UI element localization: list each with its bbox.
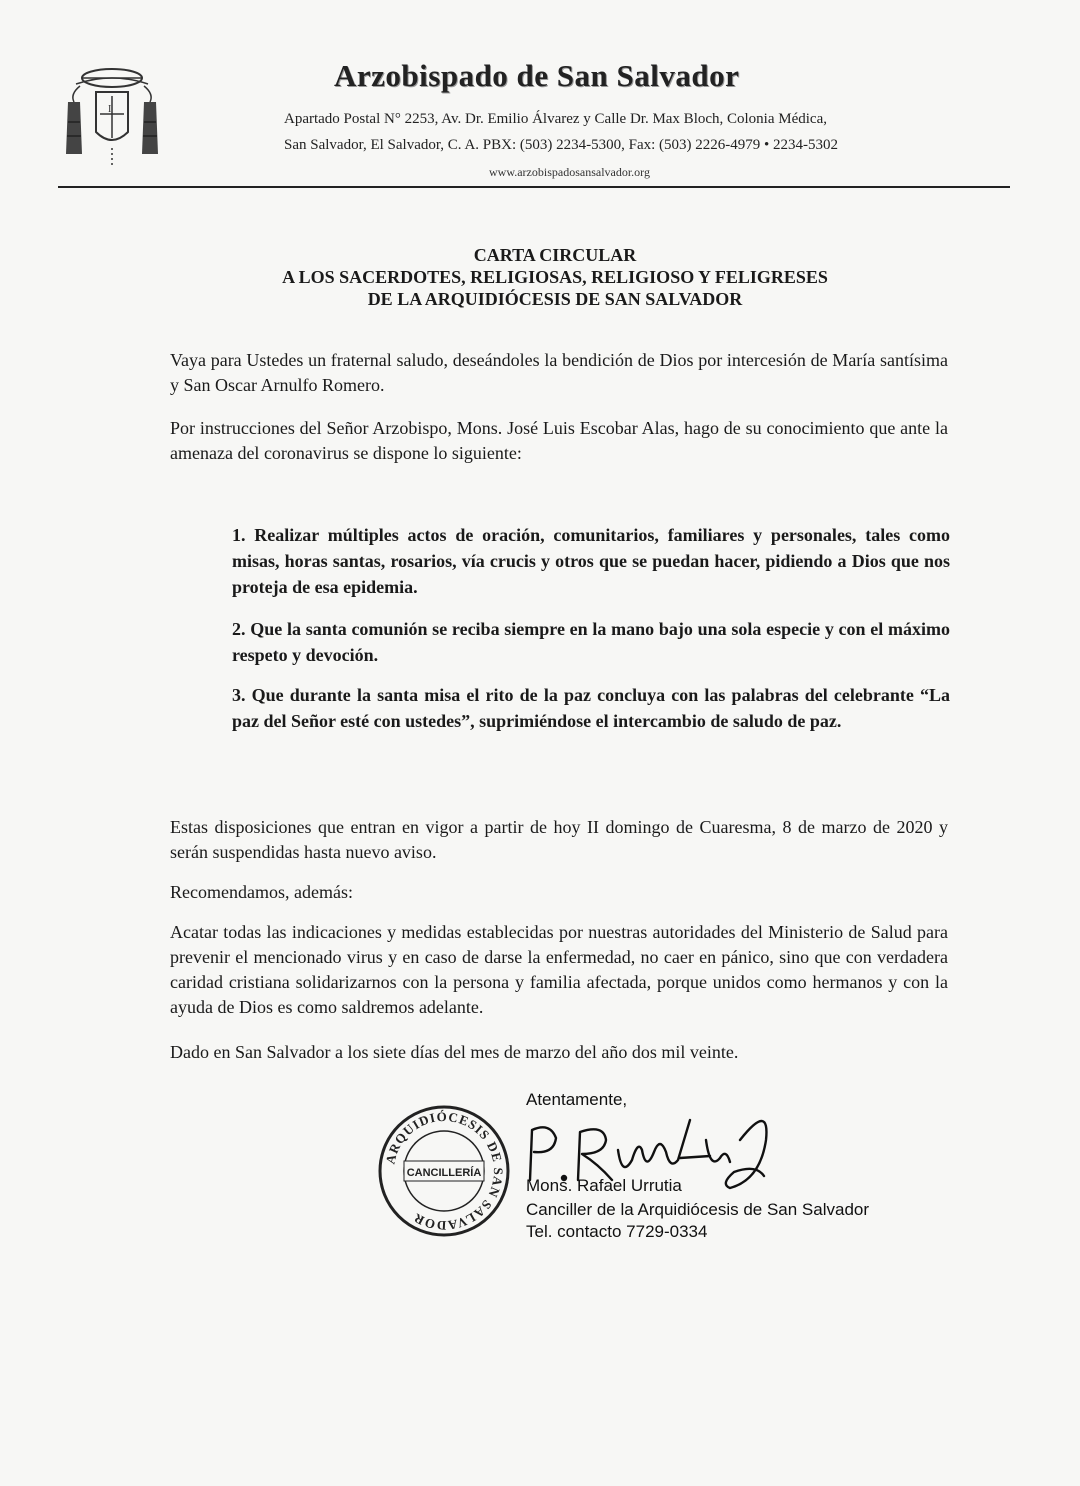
- signer-name: Mons. Rafael Urrutia: [526, 1176, 682, 1195]
- svg-text:ARQUIDIÓCESIS DE SAN SALVADOR: ARQUIDIÓCESIS DE SAN SALVADOR: [382, 1108, 507, 1234]
- signer-phone: Tel. contacto 7729-0334: [526, 1222, 708, 1241]
- header-contact-line: San Salvador, El Salvador, C. A. PBX: (503) 2234-5300, Fax: (503) 2226-4979 • 2234-5302: [284, 137, 839, 153]
- closing-text: Atentamente,: [526, 1090, 628, 1109]
- stamp-center-text: CANCILLERÍA: [406, 1167, 482, 1179]
- instructions-paragraph: Por instrucciones del Señor Arzobispo, Mons. José Luis Escobar Alas, hago de su conocimiento que ante la amenaza del coronavirus se dispone lo siguiente:: [170, 418, 948, 463]
- header-divider: [58, 186, 1010, 188]
- document-title: [210, 244, 900, 310]
- dated-line: Dado en San Salvador a los siete días del mes de marzo del año dos mil veinte.: [170, 1042, 739, 1062]
- recommend-intro: Recomendamos, además:: [170, 882, 353, 902]
- header-title: Arzobispado de San Salvador: [334, 58, 740, 93]
- title-line: A LOS SACERDOTES, RELIGIOSAS, RELIGIOSO Y FELIGRESES: [282, 267, 828, 287]
- svg-text:I: I: [108, 104, 112, 115]
- header-website: www.arzobispadosansalvador.org: [489, 165, 650, 179]
- title-line: CARTA CIRCULAR: [473, 245, 637, 265]
- list-item: 3. Que durante la santa misa el rito de la paz concluya con las palabras del celebrante “La paz del Señor esté con ustedes”, suprimiéndose el intercambio de saludo de paz.: [232, 685, 950, 731]
- validity-paragraph: Estas disposiciones que entran en vigor a partir de hoy II domingo de Cuaresma, 8 de marzo de 2020 y serán suspendidas hasta nuevo aviso.: [170, 817, 948, 862]
- recommendation-paragraph: Acatar todas las indicaciones y medidas establecidas por nuestras autoridades del Ministerio de Salud para prevenir el mencionado virus y en caso de darse la enfermedad, no caer en pánico, sino que con verdadera caridad cristiana solidarizarnos con la persona y familia afectada, porque unidos como hermanos y con la ayuda de Dios es como saldremos adelante.: [170, 922, 948, 1017]
- title-line: DE LA ARQUIDIÓCESIS DE SAN SALVADOR: [367, 289, 743, 309]
- greeting-paragraph: Vaya para Ustedes un fraternal saludo, deseándoles la bendición de Dios por intercesión de María santísima y San Oscar Arnulfo Romero.: [170, 350, 948, 395]
- list-item: 1. Realizar múltiples actos de oración, comunitarios, familiares y personales, tales como misas, horas santas, rosarios, vía crucis y otros que se puedan hacer, pidiendo a Dios que nos proteja de esa epidemia.: [232, 525, 950, 597]
- signer-role: Canciller de la Arquidiócesis de San Salvador: [526, 1200, 870, 1219]
- coat-of-arms-icon: [56, 62, 168, 170]
- list-item: 2. Que la santa comunión se reciba siempre en la mano bajo una sola especie y con el máximo respeto y devoción.: [232, 619, 950, 665]
- official-stamp: [377, 1104, 511, 1238]
- header-address-line: Apartado Postal N° 2253, Av. Dr. Emilio Álvarez y Calle Dr. Max Bloch, Colonia Médica,: [284, 111, 827, 127]
